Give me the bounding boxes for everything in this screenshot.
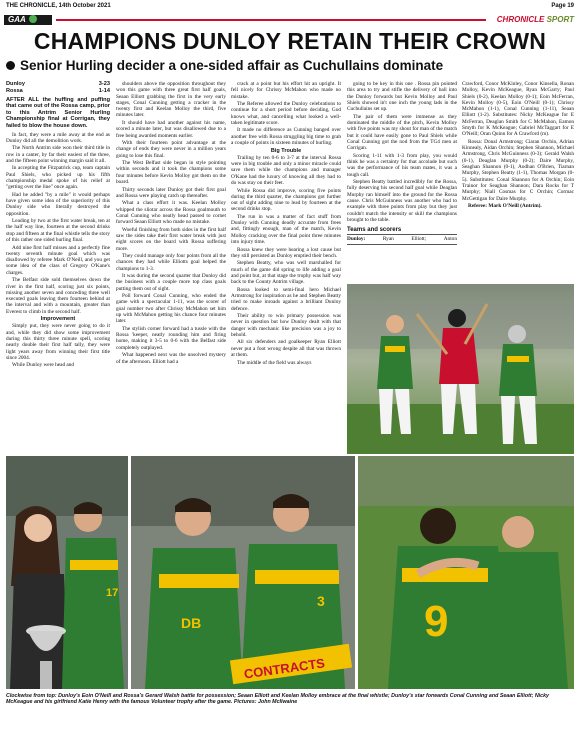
bullet-icon <box>6 61 15 70</box>
score-line-away <box>6 88 110 95</box>
paragraph: It made no difference as Cunning banged over another free with Rossa struggling big time to grab a couple of points in sixteen minutes of hurling. <box>231 127 341 147</box>
photo-couple-trophy <box>6 456 128 689</box>
paragraph: It was during the second quarter that Dunloy did the business with a couple more top class goals putting them out of sight. <box>116 273 226 292</box>
paragraph: The stylish corner forward had a tussle with the Rossa 'keeper, neatly rounding him and firing home, making it 3-5 to 0-6 with the Belfast side completely outplayed. <box>116 325 226 351</box>
photo-embrace <box>358 456 574 689</box>
couple-trophy-image <box>6 456 128 689</box>
article-column-1 <box>6 81 110 453</box>
paragraph: Poll forward Conal Cunning, who ended the game with a spectacular 1-11, was the scorer of goal number two after Chrissy McMahon set him up with McMahon getting his chance four minutes later. <box>116 293 226 325</box>
gaa-ball-icon <box>29 15 37 23</box>
article-column-3 <box>231 81 341 453</box>
paragraph: The pair of them were immense as they dominated the middle of the pitch, Kevin Molloy with five points was my shout for man of the match but it could have easily gone to Paul Shiels while Conal Cunning got the nod from the TG4 men at Corrigan. <box>347 113 457 152</box>
jersey-number: 9 <box>424 597 449 646</box>
paragraph: It should have had another against his name, scored a minute later, but was disallowed due to a free being awarded moments earlier. <box>116 119 226 139</box>
headline: CHAMPIONS DUNLOY RETAIN THEIR CROWN <box>33 28 547 54</box>
paragraph: Scoring 1-11 with 1-3 from play, you would think he was a certainty for that accolade but such was the performance of his team mates, it was a tough call. <box>347 152 457 178</box>
paragraph: Had he added "by a mile" it would perhaps have given some idea of the superiority of this Dunloy side who literally destroyed the opposition. <box>6 191 110 217</box>
score-line-home <box>6 81 110 88</box>
paragraph: Thirty seconds later Dunloy got their first goal and Rossa were playing catch up thereafter. <box>116 186 226 199</box>
teams-heading: Teams and scorers <box>347 227 402 234</box>
paragraph: They could manage only four points from all the chances they had while Elliotts goal helped the champions to 1-3. <box>116 253 226 272</box>
paragraph: Leading by two at the first water break, ten at the half way line, fourteen at the second drinks stop and fifteen at the final whistle tells the story of this rather one sided hurling final. <box>6 218 110 244</box>
section-bar <box>4 15 576 25</box>
score-away: 1-14 <box>98 87 110 94</box>
gaa-logo-text: GAA <box>8 15 26 24</box>
paragraph: The middle of the field was always <box>237 359 312 366</box>
paragraph: Stephen Beatty, who was well marshalled for much of the game did spring to life adding a goal and point but, at that stage the trophy was half way back to the County Antrim village. <box>231 260 341 286</box>
article-column-5 <box>462 81 574 281</box>
paragraph: What happened next was the unsolved mystery of the afternoon. Elliott had a <box>116 352 226 365</box>
paragraph: The Belfast side sold themselves down the river in the first half, scoring just six points, missing another seven and conceding three well executed goals leaving them fourteen behind at the interval and with a mountain, greater than Everest to climb in the second half. <box>6 277 110 315</box>
article-intro: AFTER ALL the huffing and puffing that came out of the Rossa camp, prior to this Antrim Senior Hurling Championship final at Corrigan, they failed to blow the house down. <box>6 96 110 129</box>
paragraph: What a class effort it was. Keelan Molloy whipped the sliotar across the Rossa goalmouth to Conal Cunning who neatly head passed to cornet forward Seaan Elliott who made no mistake. <box>116 200 226 226</box>
paragraph: The North Antrim side won their third title in row in a canter, by far their easiest of the three, and the fifteen point winning margin said it all. <box>6 145 110 164</box>
paragraph: Trailing by ten 0-6 to 3-7 at the interval Rossa were in big trouble and only a minor miracle could save them while the champions and manager O'Kane had the luxury of knowing all they had to do was stay on their feet. <box>231 154 341 187</box>
star-forwards-image <box>131 456 355 689</box>
paragraph: All six defenders and goalkeeper Ryan Elliott never put a foot wrong despite all that was thrown at them. <box>231 339 341 359</box>
sponsor-text: DB <box>181 615 202 631</box>
jersey-number: 3 <box>317 593 325 609</box>
paragraph: Add nine first half misses and a perfectly fine twenty seventh minute goal which was disallowed by referee Mark O'Neill, and you get some idea of the class of Gregory O'Kane's charges. <box>6 244 110 276</box>
crosshead: Big Trouble <box>270 147 302 154</box>
score-home: 3-23 <box>98 81 110 87</box>
teams-cell: Elliott; <box>411 236 427 243</box>
paragraph: Rossa looked to semi-final hero Michael Armstrong for inspiration as he and Stephen Beatty tried to make inroads against a brilliant Dunloy defence. <box>231 286 341 312</box>
paragraph: Woeful finishing from both sides in the first half saw the sides take their first water break with just eight scores on the board with Rossa suffering more. <box>116 226 226 252</box>
gaa-logo <box>4 15 52 25</box>
paragraph: With their fourteen point advantage at the change of ends they were never in a million years going to lose this final. <box>116 140 226 159</box>
paragraph: Rossa: Donal Armstrong; Ciaran Orchin, Adrian Kinnealy, Aidan Orchin; Stephen Shannon, Michael Armstrong, Chris McGuinness (0-3); Gerald Walsh (0-1), Deaglan Murphy (0-2); Daire Murphy, Seaghan Shannon (0-1), Aodhan O'Brien, Tiarnan Murphy, Stephen Beatty (1-1), Thomas Morgan (0-5). Substitutes: Conal Shannon for A Orchin; Eoin Trainor for Seaghan Shannon; Dara Rocks for T Murphy; Niall Cosmas for C Orchin; Cormac McGettigan for Daire Murphy. <box>462 138 574 202</box>
subheadline <box>6 58 574 74</box>
photo-hurling-action <box>347 284 574 454</box>
paragraph: In accepting the Fitzpatrick cup, team captain Paul Shiels, who picked up his fifth championship medal spoke of his relief at "getting over the line" once again. <box>6 165 110 191</box>
photo-star-forwards <box>131 456 355 689</box>
teams-cell: Ryan <box>382 236 394 243</box>
jersey-number: 17 <box>106 587 119 599</box>
section-divider <box>56 19 486 21</box>
paper-dateline: THE CHRONICLE, 14th October 2021 <box>6 3 111 9</box>
paragraph: crack at a point but his effort hit an upright. It fell nicely for Chrissy McMahon who made no mistake. <box>231 81 341 100</box>
paragraph: In fact, they were a mile away at the end as Dunloy did all the demolition work. <box>6 131 110 144</box>
paragraph: Crawford, Conor McKinley, Conor Kinsella, Ronan Molloy, Kevin McKeague, Ryan McGarry; Paul Shiels (0-2), Keelan Molloy (0-1); Eoin McFerran, Kevin Molloy (0-5), Eoin O'Neill (0-1); Chrissy McMahon (1-1), Conal Cunning (1-11), Seaan Elliott (1-2). Substitutes: Nicky McKeague for E McFerran, Deaglan Smith for C McMahon, Eamon Smyth for K McKeague; Gabriel McTaggart for E O'Neill; Oran Quinn for A Crawford (m). <box>462 81 574 138</box>
teams-cell: Dunloy: <box>347 236 366 243</box>
page-number: Page 19 <box>551 3 574 9</box>
hurling-action-image <box>347 284 574 454</box>
paragraph: Rossa knew they were hearing a lost cause but they still persisted as Dunloy emptied their bench. <box>231 246 341 259</box>
team-away: Rossa <box>6 87 23 94</box>
subheadline-text: Senior Hurling decider a one-sided affair as Cuchullains dominate <box>20 58 444 73</box>
section-label <box>497 15 574 25</box>
paragraph: shoulders above the opposition throughout they won this game with three great first half goals, Seaan Elliott grabbing the first in the very early stages, Conal Cunning getting a cracker in the twenty first and Keelan Molloy the third, five minutes later. <box>116 81 226 119</box>
paragraph: The Referee allowed the Dunloy celebrations to continue for a short period before deciding, God knows what, and cancelling what looked a well-taken legitimate score. <box>231 101 341 126</box>
teams-cell: Anton <box>443 236 457 243</box>
page-header <box>6 3 574 13</box>
paragraph: While Rossa did improve, scoring five points during the third quarter, the champions got further out of sight adding nine to lead by fourteen at the second drinks stop. <box>231 187 341 213</box>
paragraph: The run in was a matter of fact stuff from Dunloy with Cunning deadly accurate from frees and, fittingly enough, man of the match, Kevin Molloy cracking over the final point three minutes into injury time. <box>231 213 341 246</box>
paragraph: Stephen Beatty battled incredibly for the Rossa, fully deserving his second half goal while Deaglan Murphy ran himself into the ground for the Rossa cause. Chris McGuinness was another who had to example with three points from play but they just couldn't match the intensity or skill the champions brought to the table. <box>347 179 457 223</box>
team-home: Dunloy <box>6 81 25 87</box>
article-column-2 <box>116 81 226 453</box>
paragraph: Simply put, they were never going to do it and, while they did show some improvement during this thirty three minute spell, scoring nearly double their first half tally, they were light years away from winning their first title since 2004. <box>6 323 110 361</box>
paragraph: The West Belfast side began in style pointing within seconds and it took the champions some four minutes before Kevin Molloy got them on the board. <box>116 160 226 186</box>
paragraph: going to be key in this one . Rossa pin pointed this area to try and stifle the delivery of ball into the Dunloy forwards but Kevin Molloy and Paul Shiels showed in't one inch the young lads in the Cuchullains set up. <box>347 81 457 113</box>
crosshead: Improvement <box>40 316 76 323</box>
banner-text: CONTRACTS <box>242 655 326 682</box>
embrace-image <box>358 456 574 689</box>
paragraph: Their ability to win primary possession was never in question but how Dunloy dealt with that danger with mechanic like precision was a joy to behold. <box>231 313 341 338</box>
section-label-right: SPORT <box>546 15 574 24</box>
teams-row <box>347 234 457 244</box>
referee-line: Referee: Mark O'Neill (Antrim). <box>468 203 542 210</box>
photo-caption: Clockwise from top: Dunloy's Eoin O'Neill and Rossa's Gerard Walsh battle for possession; Seaan Elliott and Keelan Molloy embrace at the final whistle; Dunloy's star forwards Conal Cunning and Seaan Elliott; Nicky McKeague and his girlfriend Katie Henry with the famous Volunteer trophy after the game. Pictures: John McIlwaine <box>6 693 549 706</box>
section-label-left: CHRONICLE <box>496 15 545 24</box>
paragraph: While Dunloy were head and <box>12 362 75 369</box>
article-column-4 <box>347 81 457 306</box>
